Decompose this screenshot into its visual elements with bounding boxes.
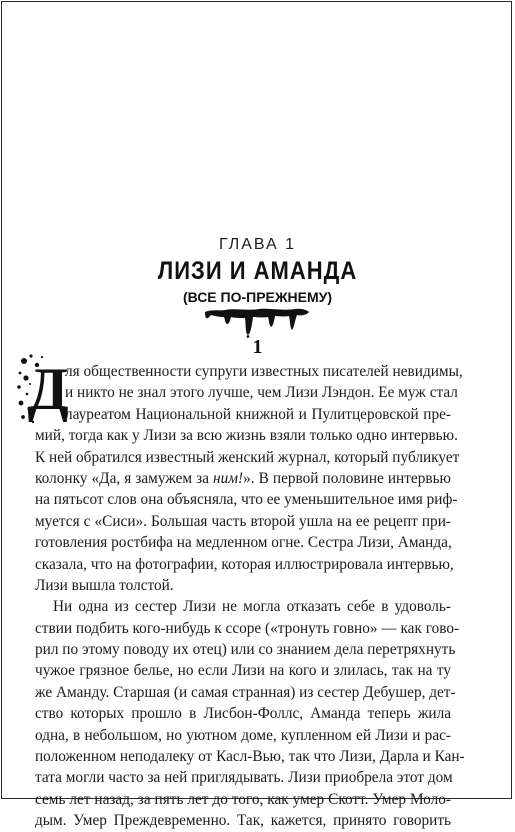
text-line: семь лет назад, за пять лет до того, как умер Скотт. Умер Моло- bbox=[35, 790, 451, 808]
text-line: готовления ростбифа на медленном огне. Сестра Лизи, Аманда, bbox=[35, 534, 452, 552]
text-line: же Аманду. Старшая (и самая странная) из сестер Дебушер, дет- bbox=[35, 683, 456, 701]
text-line: К ней обратился известный женский журнал, который публикует bbox=[35, 448, 460, 466]
chapter-subtitle: (ВСЕ ПО-ПРЕЖНЕМУ) bbox=[182, 289, 333, 305]
text-line: ля общественности супруги известных писателей невидимы, bbox=[65, 363, 463, 380]
text-line: муется с «Сиси». Большая часть второй ушла на ее рецепт при- bbox=[35, 512, 451, 530]
emphasis-text: ним! bbox=[213, 469, 244, 487]
text-line: лауреатом Национальной книжной и Пулитцеровской пре- bbox=[65, 405, 451, 423]
chapter-title: ЛИЗИ И АМАНДА bbox=[157, 256, 358, 285]
text-line: и никто не знал этого лучше, чем Лизи Лэндон. Ее муж стал bbox=[65, 384, 458, 402]
section-number: 1 bbox=[252, 336, 263, 358]
text-line: ствии подбить кого-нибудь к ссоре («тронуть говно» — как гово- bbox=[35, 619, 460, 637]
text-line: Ни одна из сестер Лизи не могла отказать себе в удоволь- bbox=[53, 598, 451, 616]
chapter-label: ГЛАВА 1 bbox=[218, 236, 297, 253]
text-line: Лизи вышла толстой. bbox=[35, 576, 174, 594]
text-line: дым. Умер Преждевременно. Так, кажется, принято говорить bbox=[35, 812, 451, 830]
ink-drip-ornament bbox=[203, 306, 311, 338]
text-line: сказала, что на фотографии, которая иллюстрировала интервью, bbox=[35, 555, 454, 573]
text-line: мий, тогда как у Лизи за всю жизнь взяли только одно интервью. bbox=[35, 427, 458, 445]
body-text bbox=[35, 361, 465, 832]
text-line: положенном неподалеку от Касл-Вью, так что Лизи, Дарла и Кан- bbox=[35, 748, 465, 766]
text-line: одна, в небольшом, но уютном доме, купленном ей Лизи и рас- bbox=[35, 726, 451, 744]
text-line: рил по этому поводу их отец) или со знанием дела перетряхнуть bbox=[35, 641, 456, 659]
drop-cap-letter: Д bbox=[27, 356, 69, 422]
text-line: ство которых прошло в Лисбон-Фоллс, Аманда теперь жила bbox=[35, 705, 451, 723]
text-line: колонку «Да, я замужем за ним!». В первой половине интервью bbox=[35, 469, 451, 487]
text-line: на пятьсот слов она объясняла, что ее уменьшительное имя риф- bbox=[35, 491, 458, 509]
text-line: чужое грязное белье, но если Лизи на кого и злилась, так на ту bbox=[35, 662, 451, 680]
text-line: тата могли часто за ней приглядывать. Лизи приобрела этот дом bbox=[35, 769, 453, 787]
